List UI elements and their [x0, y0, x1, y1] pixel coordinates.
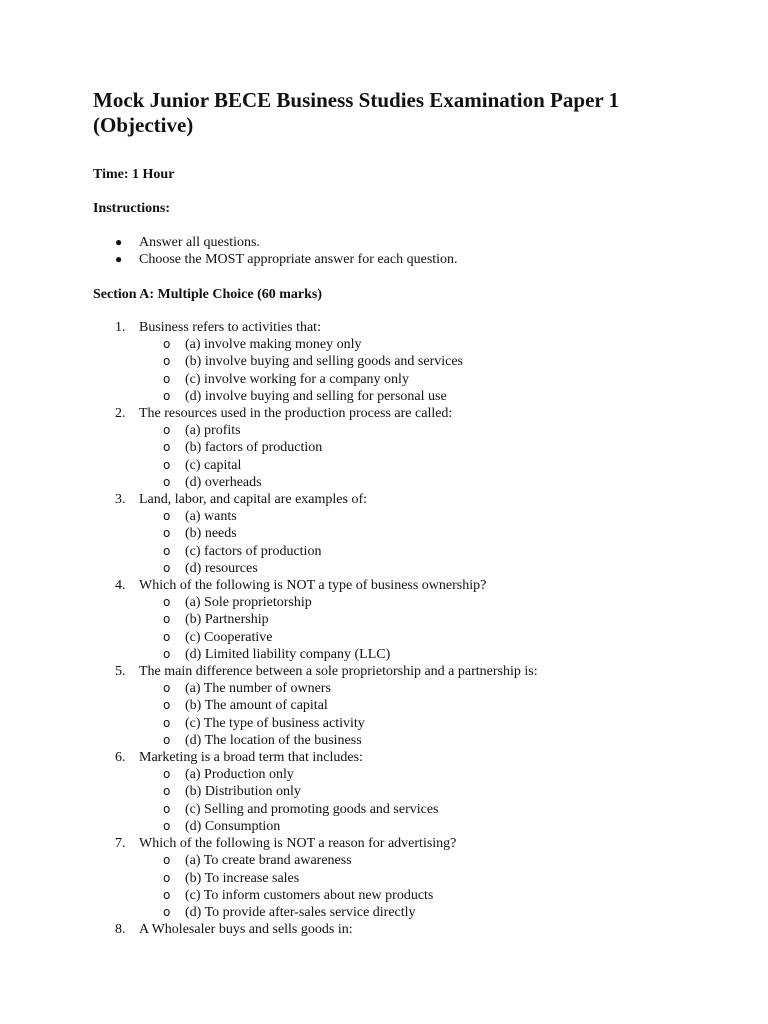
question-item [93, 835, 693, 921]
option-text: (b) involve buying and selling goods and services [185, 354, 464, 370]
option-text: (d) resources [185, 560, 258, 576]
option-text: (d) To provide after-sales service directly [185, 904, 416, 920]
options-list [93, 508, 693, 577]
question-text: Which of the following is NOT a type of business ownership? [139, 578, 487, 594]
option-text: (a) involve making money only [185, 337, 362, 353]
circle-bullet-icon: o [163, 560, 171, 575]
circle-bullet-icon: o [163, 371, 171, 386]
circle-bullet-icon: o [163, 801, 171, 816]
question-number: 4. [115, 578, 126, 594]
option-text: (d) involve buying and selling for personal use [185, 388, 447, 404]
circle-bullet-icon: o [163, 612, 171, 627]
answer-option [93, 560, 693, 577]
circle-bullet-icon: o [163, 543, 171, 558]
circle-bullet-icon: o [163, 474, 171, 489]
question-number: 1. [115, 320, 126, 335]
circle-bullet-icon: o [163, 457, 171, 472]
question-item [93, 319, 693, 405]
options-list [93, 766, 693, 835]
answer-option [93, 646, 693, 663]
question-text: Land, labor, and capital are examples of: [139, 492, 368, 508]
instruction-text: Answer all questions. [139, 235, 260, 250]
options-list [93, 336, 693, 405]
circle-bullet-icon: o [163, 784, 171, 799]
options-list [93, 680, 693, 749]
instruction-text: Choose the MOST appropriate answer for each question. [139, 252, 458, 267]
question-text: The resources used in the production process are called: [139, 406, 453, 422]
page-title: Mock Junior BECE Business Studies Examination Paper 1 (Objective) [93, 88, 620, 137]
question-text: A Wholesaler buys and sells goods in: [139, 922, 353, 938]
option-text: (a) To create brand awareness [185, 853, 352, 869]
circle-bullet-icon: o [163, 440, 171, 455]
options-list [93, 422, 693, 491]
option-text: (d) Consumption [185, 818, 281, 834]
circle-bullet-icon: o [163, 870, 171, 885]
section-heading: Section A: Multiple Choice (60 marks) [93, 287, 323, 302]
options-list [93, 594, 693, 663]
option-text: (c) To inform customers about new products [185, 887, 434, 903]
question-number: 6. [115, 750, 126, 766]
questions-list [93, 319, 693, 938]
circle-bullet-icon: o [163, 423, 171, 438]
answer-option [93, 353, 693, 370]
option-text: (b) Distribution only [185, 784, 301, 800]
option-text: (b) To increase sales [185, 870, 300, 886]
answer-option [93, 371, 693, 388]
question-item [93, 577, 693, 663]
question-item [93, 405, 693, 491]
answer-option [93, 732, 693, 749]
answer-option [93, 611, 693, 628]
circle-bullet-icon: o [163, 767, 171, 782]
answer-option [93, 474, 693, 491]
question-number: 7. [115, 836, 126, 852]
answer-option [93, 715, 693, 732]
circle-bullet-icon: o [163, 732, 171, 747]
option-text: (c) The type of business activity [185, 715, 365, 731]
exam-page [93, 88, 693, 938]
answer-option [93, 870, 693, 887]
answer-option [93, 388, 693, 405]
option-text: (c) factors of production [185, 543, 322, 559]
circle-bullet-icon: o [163, 853, 171, 868]
answer-option [93, 904, 693, 921]
circle-bullet-icon: o [163, 629, 171, 644]
circle-bullet-icon: o [163, 887, 171, 902]
question-item [93, 491, 693, 577]
option-text: (c) Selling and promoting goods and services [185, 801, 439, 817]
circle-bullet-icon: o [163, 388, 171, 403]
question-number: 2. [115, 406, 126, 422]
options-list [93, 852, 693, 921]
question-item [93, 663, 693, 749]
answer-option [93, 629, 693, 646]
answer-option [93, 508, 693, 525]
question-item [93, 749, 693, 835]
answer-option [93, 783, 693, 800]
option-text: (a) wants [185, 509, 237, 525]
option-text: (c) involve working for a company only [185, 371, 409, 387]
bullet-icon: ● [115, 235, 123, 249]
instructions-list [93, 234, 693, 268]
circle-bullet-icon: o [163, 818, 171, 833]
option-text: (d) overheads [185, 474, 262, 490]
option-text: (b) Partnership [185, 612, 269, 628]
option-text: (a) The number of owners [185, 681, 331, 697]
answer-option [93, 594, 693, 611]
option-text: (b) needs [185, 526, 237, 542]
question-number: 5. [115, 664, 126, 680]
time-allowed: Time: 1 Hour [93, 167, 175, 182]
answer-option [93, 697, 693, 714]
option-text: (d) Limited liability company (LLC) [185, 646, 391, 662]
circle-bullet-icon: o [163, 681, 171, 696]
option-text: (c) Cooperative [185, 629, 273, 645]
option-text: (a) profits [185, 423, 241, 439]
answer-option [93, 457, 693, 474]
option-text: (d) The location of the business [185, 732, 362, 748]
answer-option [93, 422, 693, 439]
answer-option [93, 439, 693, 456]
circle-bullet-icon: o [163, 595, 171, 610]
circle-bullet-icon: o [163, 646, 171, 661]
option-text: (b) factors of production [185, 440, 323, 456]
question-number: 8. [115, 922, 126, 938]
answer-option [93, 680, 693, 697]
answer-option [93, 525, 693, 542]
circle-bullet-icon: o [163, 526, 171, 541]
answer-option [93, 801, 693, 818]
answer-option [93, 336, 693, 353]
circle-bullet-icon: o [163, 354, 171, 369]
answer-option [93, 543, 693, 560]
option-text: (c) capital [185, 457, 242, 473]
question-item [93, 921, 693, 938]
option-text: (a) Production only [185, 767, 294, 783]
answer-option [93, 818, 693, 835]
option-text: (a) Sole proprietorship [185, 595, 312, 611]
option-text: (b) The amount of capital [185, 698, 328, 714]
answer-option [93, 766, 693, 783]
instruction-item [93, 251, 693, 268]
question-number: 3. [115, 492, 126, 508]
question-text: The main difference between a sole proprietorship and a partnership is: [139, 664, 538, 680]
circle-bullet-icon: o [163, 509, 171, 524]
instruction-item [93, 234, 693, 251]
answer-option [93, 852, 693, 869]
question-text: Which of the following is NOT a reason for advertising? [139, 836, 457, 852]
question-text: Marketing is a broad term that includes: [139, 750, 363, 766]
circle-bullet-icon: o [163, 904, 171, 919]
bullet-icon: ● [115, 252, 123, 266]
answer-option [93, 887, 693, 904]
circle-bullet-icon: o [163, 715, 171, 730]
circle-bullet-icon: o [163, 337, 171, 352]
question-text: Business refers to activities that: [139, 320, 321, 335]
instructions-heading: Instructions: [93, 201, 171, 216]
circle-bullet-icon: o [163, 698, 171, 713]
